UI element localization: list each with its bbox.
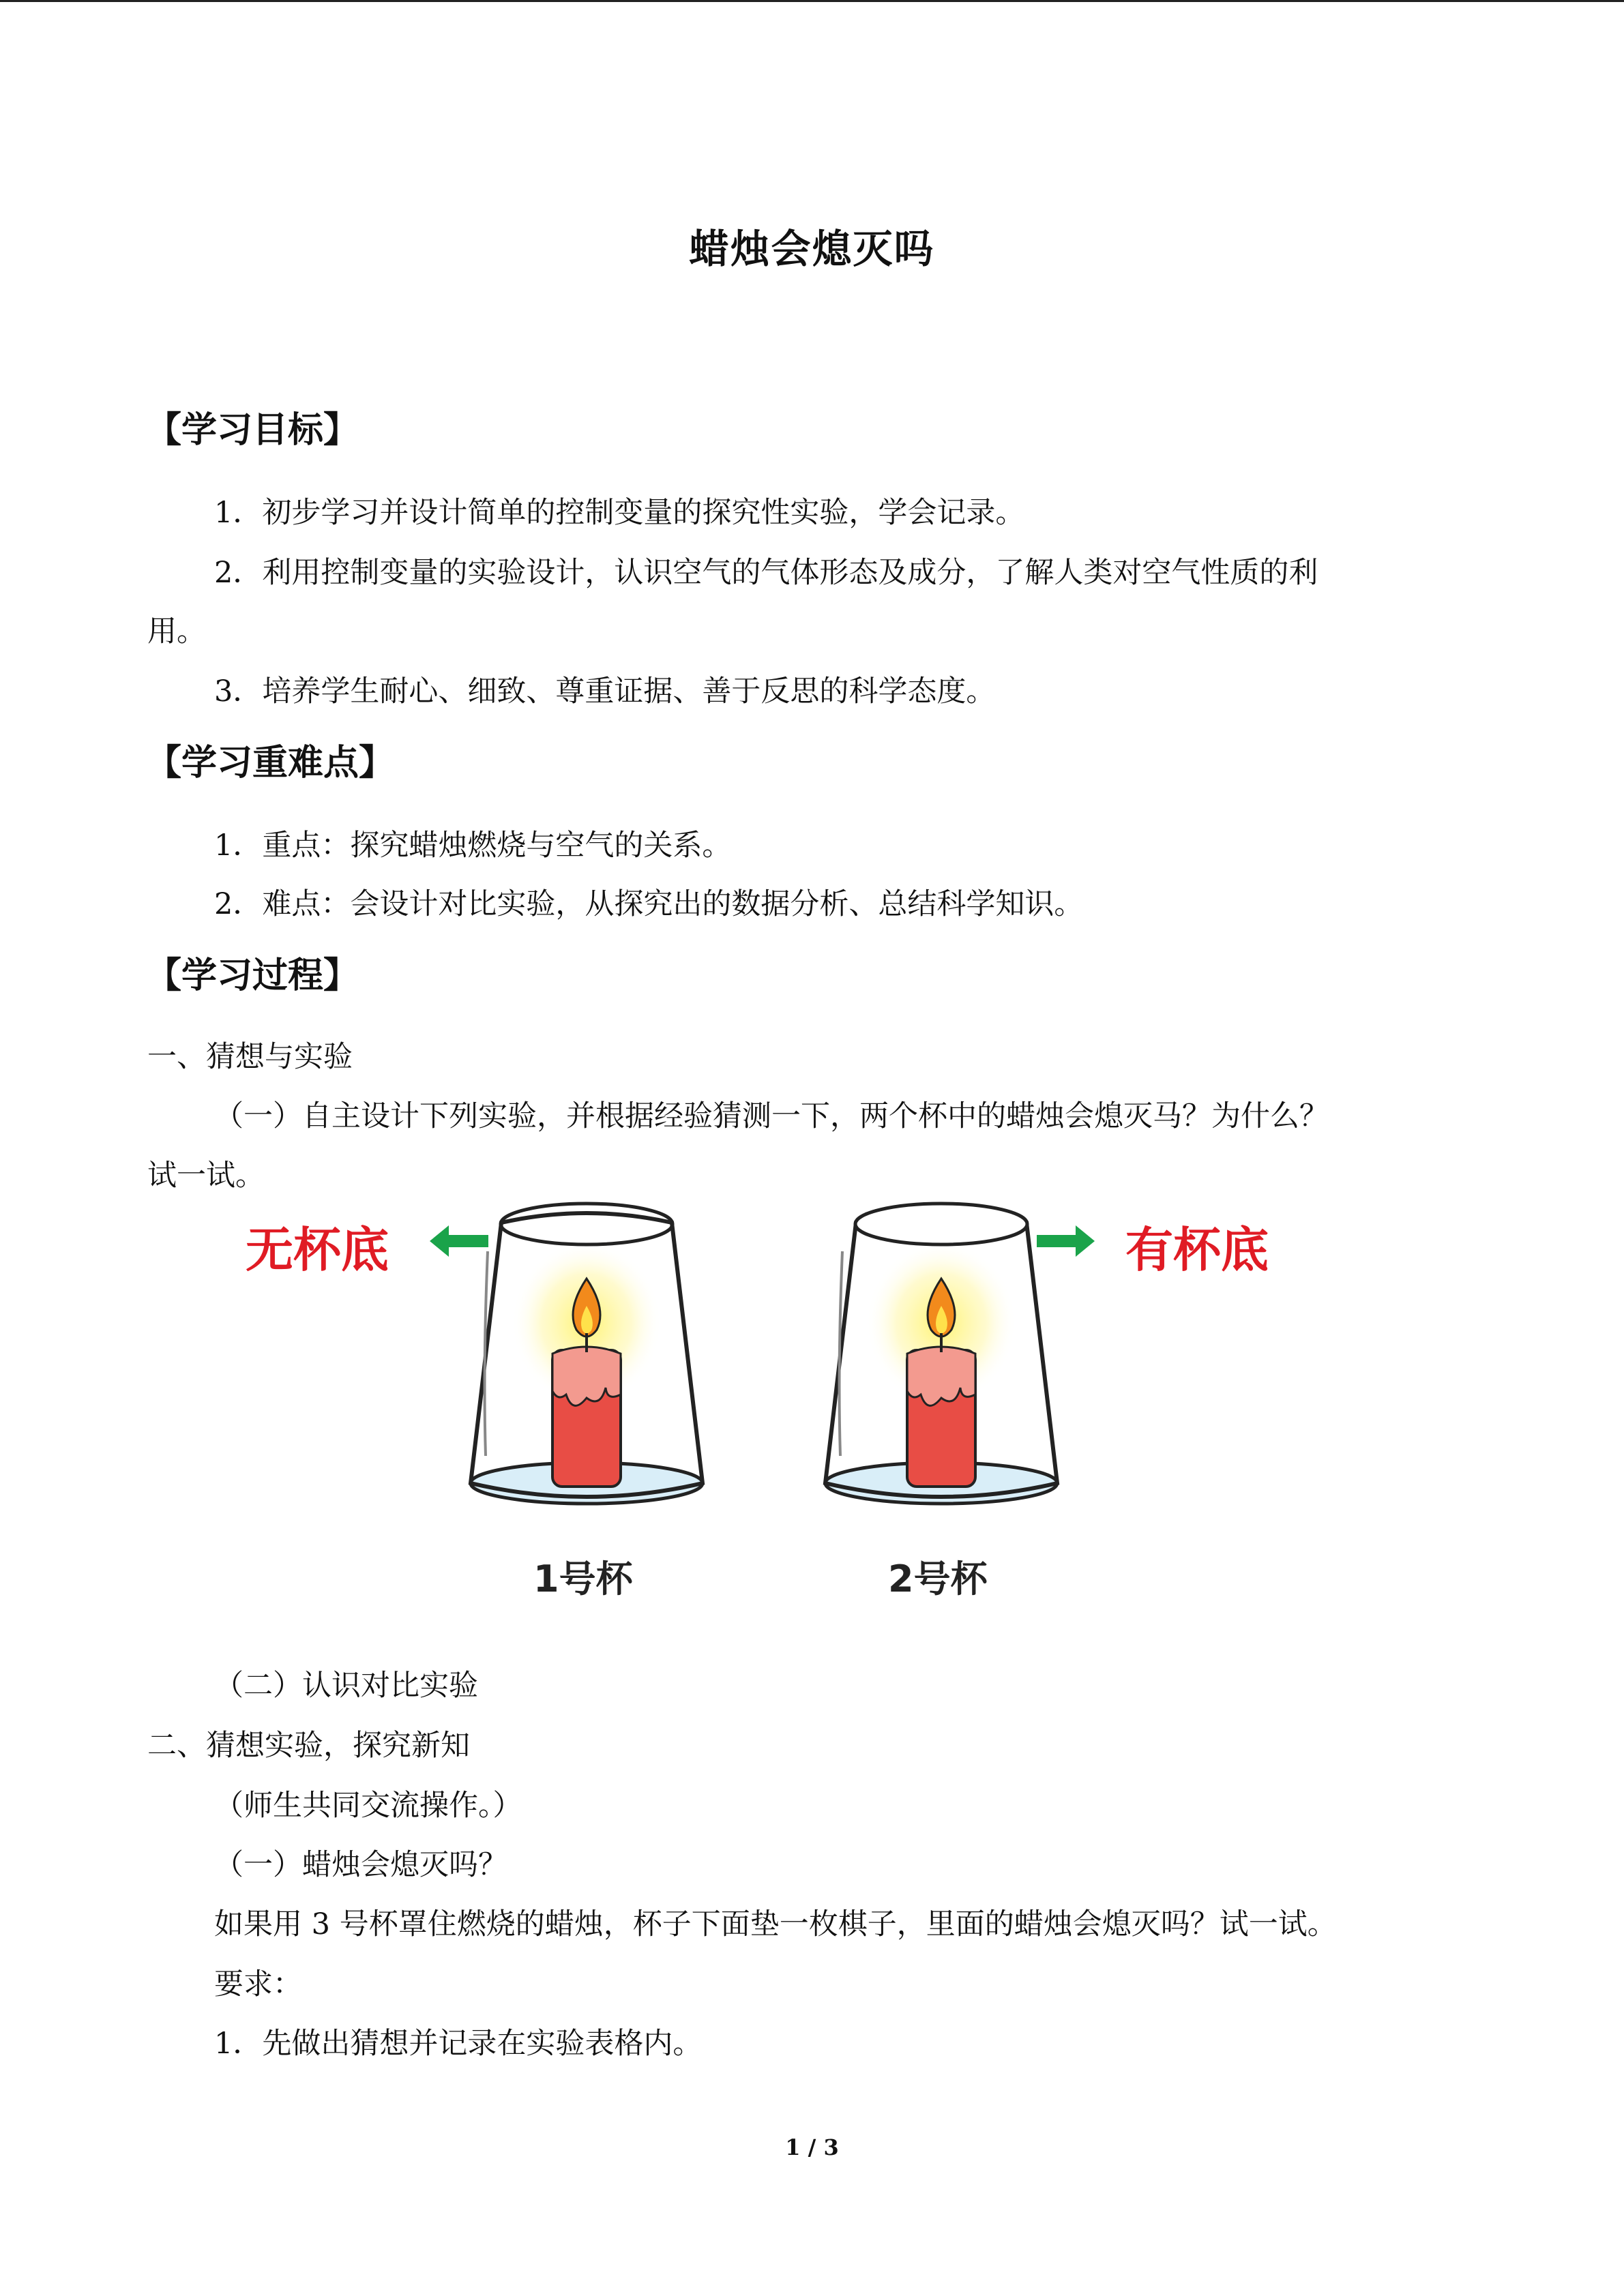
candle-cups-illustration [232,1197,1337,1620]
cup-1-label: 1号杯 [533,1557,633,1600]
process-line-1: 一、猜想与实验 [147,1040,353,1074]
cup-1-icon [471,1204,703,1504]
after-figure-line-1: （二）认识对比实验 [214,1669,478,1703]
top-border [0,0,1624,2]
page-number: 1 / 3 [785,2134,839,2160]
process-line-2: （一）自主设计下列实验，并根据经验猜测一下，两个杯中的蜡烛会熄灭马？为什么？ [214,1099,1329,1133]
no-bottom-label: 无杯底 [246,1222,389,1278]
left-arrow-icon [430,1225,488,1257]
after-figure-line-7: 1．先做出猜想并记录在实验表格内。 [214,2027,703,2061]
goal-item-2-continued: 用。 [147,614,206,648]
after-figure-line-3: （师生共同交流操作。） [214,1789,522,1823]
goal-item-1: 1．初步学习并设计简单的控制变量的探究性实验，学会记录。 [214,496,1025,530]
process-line-3: 试一试。 [147,1159,265,1193]
with-bottom-label: 有杯底 [1125,1222,1269,1278]
goal-item-3: 3．培养学生耐心、细致、尊重证据、善于反思的科学态度。 [214,674,996,709]
cup-2-icon [825,1204,1057,1504]
after-figure-line-6: 要求： [214,1967,302,2001]
goal-item-2: 2．利用控制变量的实验设计，认识空气的气体形态及成分，了解人类对空气性质的利 [214,556,1318,590]
key-point-2: 2．难点：会设计对比实验，从探究出的数据分析、总结科学知识。 [214,887,1084,921]
right-arrow-icon [1037,1225,1095,1257]
cups-svg [232,1197,1337,1620]
after-figure-line-4: （一）蜡烛会熄灭吗？ [214,1848,507,1882]
key-points-heading: 【学习重难点】 [146,743,395,784]
after-figure-line-5: 如果用 3 号杯罩住燃烧的蜡烛，杯子下面垫一枚棋子，里面的蜡烛会熄灭吗？试一试。 [214,1907,1337,1941]
cup-2-label: 2号杯 [888,1557,988,1600]
page-title: 蜡烛会熄灭吗 [689,226,935,272]
key-point-1: 1．重点：探究蜡烛燃烧与空气的关系。 [214,829,732,863]
after-figure-line-2: 二、猜想实验，探究新知 [147,1729,470,1763]
goals-heading: 【学习目标】 [146,410,359,451]
process-heading: 【学习过程】 [146,955,359,996]
